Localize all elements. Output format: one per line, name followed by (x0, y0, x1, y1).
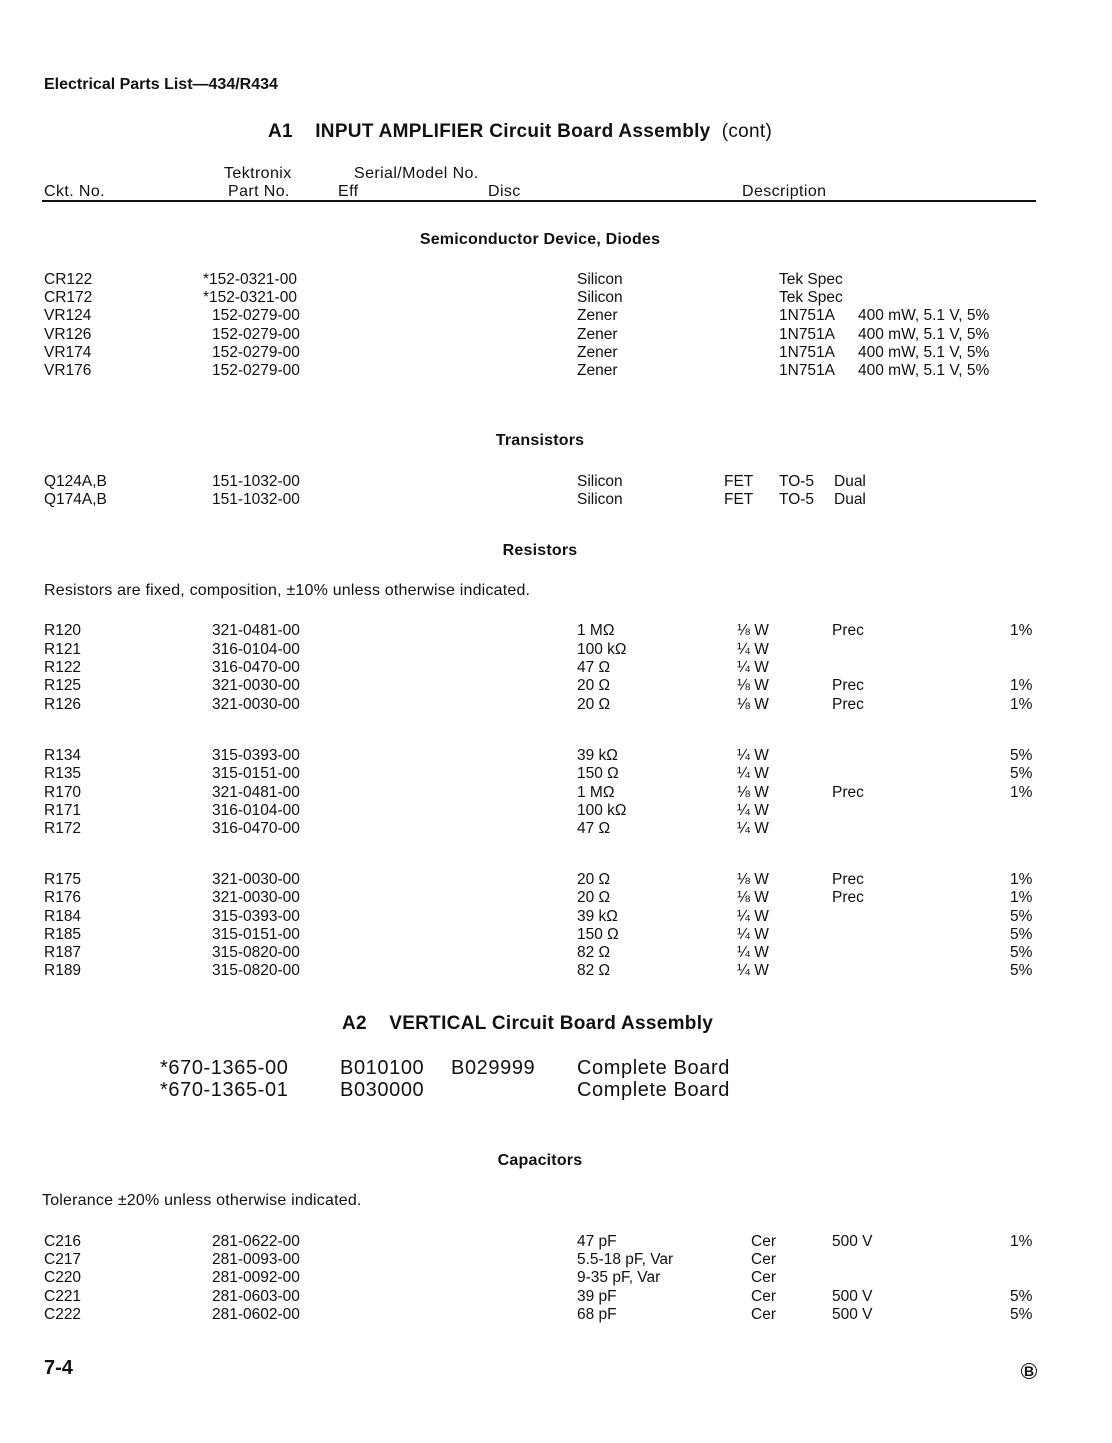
power-rating: ⅛ W (737, 622, 769, 639)
tolerance: 5% (1010, 765, 1033, 782)
voltage-rating: 500 V (832, 1306, 873, 1323)
part-no: 316-0470-00 (212, 659, 300, 676)
table-row (0, 962, 1112, 980)
capacitance: 39 pF (577, 1288, 617, 1305)
power-rating: ⅛ W (737, 889, 769, 906)
ckt-no: R135 (44, 765, 82, 782)
table-row (0, 659, 1112, 677)
assembly-title-a1 (268, 121, 772, 143)
resistance: 47 Ω (577, 659, 611, 676)
capacitance: 47 pF (577, 1233, 617, 1250)
power-rating: ¼ W (737, 641, 769, 658)
table-row (0, 1233, 1112, 1251)
power-rating: ⅛ W (737, 677, 769, 694)
assembly-name: INPUT AMPLIFIER Circuit Board Assembly (315, 121, 711, 142)
table-row (0, 491, 1112, 509)
table-row (0, 641, 1112, 659)
table-row (0, 747, 1112, 765)
resistors-note: Resistors are fixed, composition, ±10% unless otherwise indicated. (44, 582, 531, 599)
resistance: 82 Ω (577, 944, 611, 961)
tolerance: 1% (1010, 1233, 1033, 1250)
resistor-kind: Prec (832, 871, 864, 888)
power-rating: ¼ W (737, 944, 769, 961)
part-no: 281-0092-00 (212, 1269, 300, 1286)
ckt-no: R126 (44, 696, 82, 713)
ckt-no: C222 (44, 1306, 82, 1323)
resistance: 1 MΩ (577, 784, 615, 801)
col-tektronix: Tektronix (224, 165, 292, 182)
resistor-kind: Prec (832, 677, 864, 694)
table-row (0, 677, 1112, 695)
description-detail: 400 mW, 5.1 V, 5% (858, 344, 990, 361)
configuration: Dual (834, 491, 866, 508)
transistor-kind: FET (724, 473, 754, 490)
col-description: Description (742, 183, 827, 200)
part-no: 321-0030-00 (212, 871, 300, 888)
tolerance: 5% (1010, 908, 1033, 925)
header-rule (42, 200, 1036, 202)
ckt-no: CR122 (44, 271, 93, 288)
table-row (0, 926, 1112, 944)
ckt-no: R176 (44, 889, 82, 906)
capacitance: 5.5-18 pF, Var (577, 1251, 674, 1268)
serial-eff: B030000 (340, 1079, 425, 1101)
power-rating: ¼ W (737, 908, 769, 925)
dielectric: Cer (751, 1269, 776, 1286)
ckt-no: R125 (44, 677, 82, 694)
part-no: 281-0622-00 (212, 1233, 300, 1250)
section-title-resistors: Resistors (502, 542, 578, 559)
revision-mark: B (1021, 1363, 1037, 1379)
device-type: Zener (577, 307, 618, 324)
description: Complete Board (577, 1079, 730, 1101)
package: TO-5 (779, 491, 815, 508)
part-no: 321-0481-00 (212, 784, 300, 801)
resistance: 20 Ω (577, 889, 611, 906)
running-title: Electrical Parts List—434/R434 (44, 76, 278, 93)
part-no: 316-0470-00 (212, 820, 300, 837)
resistance: 39 kΩ (577, 908, 618, 925)
part-no: 315-0820-00 (212, 944, 300, 961)
power-rating: ⅛ W (737, 784, 769, 801)
table-row (0, 802, 1112, 820)
dielectric: Cer (751, 1306, 776, 1323)
transistor-kind: FET (724, 491, 754, 508)
resistance: 100 kΩ (577, 802, 627, 819)
part-no: 152-0279-00 (212, 362, 300, 379)
ckt-no: R185 (44, 926, 82, 943)
ckt-no: C217 (44, 1251, 82, 1268)
table-row (0, 784, 1112, 802)
resistance: 150 Ω (577, 765, 619, 782)
part-no: 316-0104-00 (212, 802, 300, 819)
col-disc: Disc (488, 183, 521, 200)
part-no: 315-0820-00 (212, 962, 300, 979)
power-rating: ⅛ W (737, 871, 769, 888)
assembly-title-a2 (342, 1013, 713, 1035)
power-rating: ¼ W (737, 659, 769, 676)
description: 1N751A (779, 362, 836, 379)
col-eff: Eff (338, 183, 359, 200)
power-rating: ¼ W (737, 820, 769, 837)
table-row (0, 944, 1112, 962)
resistance: 1 MΩ (577, 622, 615, 639)
tolerance: 1% (1010, 622, 1033, 639)
table-row (0, 1269, 1112, 1287)
tolerance: 1% (1010, 889, 1033, 906)
col-part-no: Part No. (228, 183, 290, 200)
part-no: 281-0093-00 (212, 1251, 300, 1268)
assembly-name: VERTICAL Circuit Board Assembly (389, 1013, 714, 1034)
description: 1N751A (779, 326, 836, 343)
dielectric: Cer (751, 1233, 776, 1250)
part-no: 281-0602-00 (212, 1306, 300, 1323)
description: 1N751A (779, 307, 836, 324)
tolerance: 1% (1010, 696, 1033, 713)
part-no: 152-0279-00 (212, 326, 300, 343)
ckt-no: VR124 (44, 307, 92, 324)
power-rating: ¼ W (737, 765, 769, 782)
assembly-ref: A1 (268, 121, 293, 142)
power-rating: ¼ W (737, 802, 769, 819)
resistance: 20 Ω (577, 696, 611, 713)
assembly-ref: A2 (342, 1013, 367, 1034)
part-no: 151-1032-00 (212, 473, 300, 490)
table-row (0, 362, 1112, 380)
table-row (0, 271, 1112, 289)
resistance: 39 kΩ (577, 747, 618, 764)
ckt-no: R121 (44, 641, 82, 658)
part-no: 321-0030-00 (212, 889, 300, 906)
voltage-rating: 500 V (832, 1288, 873, 1305)
ckt-no: R187 (44, 944, 82, 961)
part-no: 316-0104-00 (212, 641, 300, 658)
ckt-no: C221 (44, 1288, 82, 1305)
tolerance: 1% (1010, 784, 1033, 801)
part-no: 315-0151-00 (212, 765, 300, 782)
section-title-diodes: Semiconductor Device, Diodes (419, 231, 661, 248)
ckt-no: VR174 (44, 344, 92, 361)
ckt-no: Q174A,B (44, 491, 107, 508)
part-no: 315-0393-00 (212, 747, 300, 764)
package: TO-5 (779, 473, 815, 490)
resistance: 47 Ω (577, 820, 611, 837)
table-row (0, 1288, 1112, 1306)
table-row (0, 473, 1112, 491)
part-no: 151-1032-00 (212, 491, 300, 508)
table-row (0, 871, 1112, 889)
device-type: Zener (577, 326, 618, 343)
col-ckt-no: Ckt. No. (44, 183, 105, 200)
resistor-kind: Prec (832, 784, 864, 801)
description-detail: 400 mW, 5.1 V, 5% (858, 326, 990, 343)
resistance: 20 Ω (577, 871, 611, 888)
ckt-no: R170 (44, 784, 82, 801)
power-rating: ⅛ W (737, 696, 769, 713)
table-row (0, 1079, 1112, 1101)
ckt-no: C220 (44, 1269, 82, 1286)
tolerance: 5% (1010, 944, 1033, 961)
table-row (0, 307, 1112, 325)
table-row (0, 908, 1112, 926)
resistance: 20 Ω (577, 677, 611, 694)
tolerance: 5% (1010, 1288, 1033, 1305)
part-no: *152-0321-00 (203, 271, 297, 288)
part-no: 321-0030-00 (212, 696, 300, 713)
table-row (0, 889, 1112, 907)
table-row (0, 765, 1112, 783)
table-row (0, 344, 1112, 362)
part-no: 321-0030-00 (212, 677, 300, 694)
resistor-kind: Prec (832, 622, 864, 639)
table-row (0, 1251, 1112, 1269)
ckt-no: VR126 (44, 326, 92, 343)
capacitance: 68 pF (577, 1306, 617, 1323)
table-row (0, 326, 1112, 344)
description-detail: 400 mW, 5.1 V, 5% (858, 307, 990, 324)
ckt-no: R189 (44, 962, 82, 979)
device-type: Silicon (577, 473, 623, 490)
ckt-no: Q124A,B (44, 473, 107, 490)
part-no: 152-0279-00 (212, 307, 300, 324)
power-rating: ¼ W (737, 962, 769, 979)
table-row (0, 289, 1112, 307)
device-type: Zener (577, 362, 618, 379)
ckt-no: VR176 (44, 362, 92, 379)
part-no: 321-0481-00 (212, 622, 300, 639)
tolerance: 5% (1010, 1306, 1033, 1323)
capacitance: 9-35 pF, Var (577, 1269, 661, 1286)
part-no: *670-1365-00 (160, 1057, 289, 1079)
resistor-kind: Prec (832, 696, 864, 713)
ckt-no: R120 (44, 622, 82, 639)
part-no: *152-0321-00 (203, 289, 297, 306)
resistance: 100 kΩ (577, 641, 627, 658)
resistor-kind: Prec (832, 889, 864, 906)
ckt-no: R175 (44, 871, 82, 888)
description: Tek Spec (779, 271, 843, 288)
configuration: Dual (834, 473, 866, 490)
col-serial-model: Serial/Model No. (354, 165, 479, 182)
assembly-suffix: (cont) (721, 121, 773, 142)
section-title-transistors: Transistors (495, 432, 585, 449)
section-title-capacitors: Capacitors (497, 1152, 583, 1169)
dielectric: Cer (751, 1288, 776, 1305)
resistance: 82 Ω (577, 962, 611, 979)
device-type: Silicon (577, 271, 623, 288)
description: Complete Board (577, 1057, 730, 1079)
part-no: 152-0279-00 (212, 344, 300, 361)
tolerance: 1% (1010, 677, 1033, 694)
power-rating: ¼ W (737, 747, 769, 764)
ckt-no: R122 (44, 659, 82, 676)
description-detail: 400 mW, 5.1 V, 5% (858, 362, 990, 379)
device-type: Zener (577, 344, 618, 361)
table-row (0, 1306, 1112, 1324)
dielectric: Cer (751, 1251, 776, 1268)
serial-eff: B010100 (340, 1057, 425, 1079)
part-no: 315-0393-00 (212, 908, 300, 925)
page-number: 7-4 (44, 1357, 73, 1379)
power-rating: ¼ W (737, 926, 769, 943)
table-row (0, 820, 1112, 838)
ckt-no: R134 (44, 747, 82, 764)
ckt-no: R172 (44, 820, 82, 837)
part-no: 281-0603-00 (212, 1288, 300, 1305)
ckt-no: CR172 (44, 289, 93, 306)
tolerance: 5% (1010, 926, 1033, 943)
capacitors-note: Tolerance ±20% unless otherwise indicated. (42, 1192, 362, 1209)
device-type: Silicon (577, 491, 623, 508)
tolerance: 1% (1010, 871, 1033, 888)
ckt-no: C216 (44, 1233, 82, 1250)
part-no: *670-1365-01 (160, 1079, 289, 1101)
voltage-rating: 500 V (832, 1233, 873, 1250)
ckt-no: R184 (44, 908, 82, 925)
table-row (0, 1057, 1112, 1079)
table-row (0, 622, 1112, 640)
resistance: 150 Ω (577, 926, 619, 943)
table-row (0, 696, 1112, 714)
tolerance: 5% (1010, 747, 1033, 764)
tolerance: 5% (1010, 962, 1033, 979)
serial-disc: B029999 (451, 1057, 536, 1079)
description: Tek Spec (779, 289, 843, 306)
ckt-no: R171 (44, 802, 82, 819)
description: 1N751A (779, 344, 836, 361)
part-no: 315-0151-00 (212, 926, 300, 943)
device-type: Silicon (577, 289, 623, 306)
